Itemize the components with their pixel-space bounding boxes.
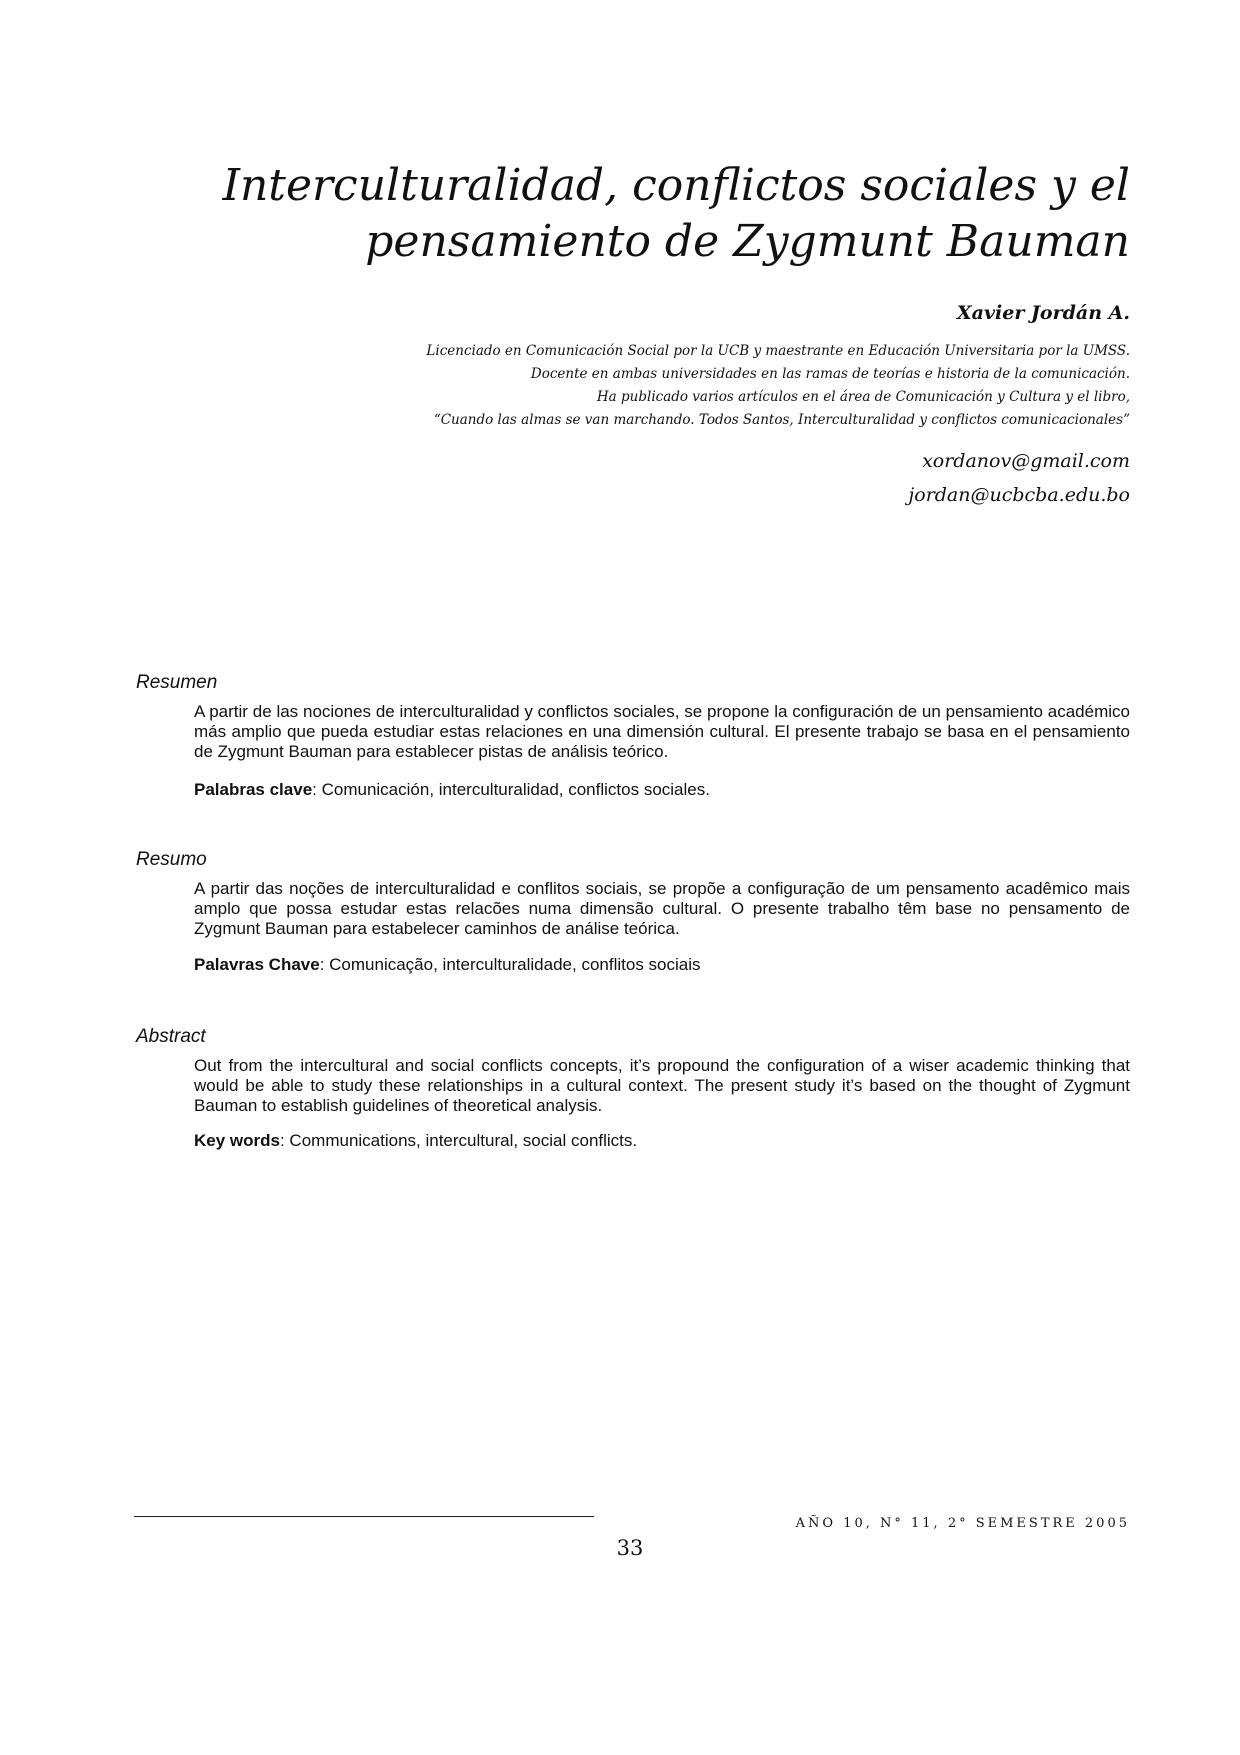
- footer-divider: [134, 1516, 594, 1517]
- abstract-keywords-label: Key words: [194, 1131, 280, 1150]
- bio-line: Ha publicado varios artículos en el área de Comunicación y Cultura y el libro,: [596, 389, 1130, 405]
- article-title: [130, 158, 1130, 270]
- author-name: Xavier Jordán A.: [956, 302, 1130, 324]
- resumo-keywords: [194, 955, 1130, 975]
- author-emails: [908, 444, 1130, 512]
- abstract-keywords: [194, 1131, 1130, 1151]
- resumo-heading: Resumo: [136, 849, 207, 870]
- resumo-keywords-label: Palavras Chave: [194, 955, 320, 974]
- resumo-keywords-text: : Comunicação, interculturalidade, conflitos sociais: [319, 955, 701, 974]
- resumen-heading: Resumen: [136, 672, 218, 693]
- abstract-body: Out from the intercultural and social conflicts concepts, it’s propound the configuration of a wiser academic thinking that would be able to study these relationships in a cultural context. The present study it’s based on the thought of Zygmunt Bauman to establish guidelines of theoretical analysis.: [194, 1056, 1130, 1115]
- resumen-keywords-text: : Comunicación, interculturalidad, conflictos sociales.: [312, 780, 710, 799]
- email-primary[interactable]: xordanov@gmail.com: [922, 450, 1130, 472]
- resumen-keywords: [194, 780, 1130, 800]
- bio-line: Licenciado en Comunicación Social por la UCB y maestrante en Educación Universitaria por la UMSS.: [426, 343, 1130, 359]
- abstract-heading: Abstract: [136, 1026, 206, 1047]
- resumen-keywords-label: Palabras clave: [194, 780, 313, 799]
- bio-line: “Cuando las almas se van marchando. Todos Santos, Interculturalidad y conflictos comunicacionales”: [433, 412, 1130, 428]
- issue-info: AÑO 10, N° 11, 2° SEMESTRE 2005: [795, 1516, 1130, 1531]
- abstract-keywords-text: : Communications, intercultural, social conflicts.: [279, 1131, 638, 1150]
- bio-line: Docente en ambas universidades en las ramas de teorías e historia de la comunicación.: [530, 366, 1130, 382]
- email-secondary[interactable]: jordan@ucbcba.edu.bo: [908, 484, 1130, 506]
- page-number: 33: [616, 1536, 644, 1560]
- resumen-body: A partir de las nociones de interculturalidad y conflictos sociales, se propone la configuración de un pensamiento académico más amplio que pueda estudiar estas relaciones en una dimensión cultural. El presente trabajo se basa en el pensamiento de Zygmunt Bauman para establecer pistas de análisis teórico.: [194, 702, 1130, 761]
- article-title-line-1: Interculturalidad, conflictos sociales y el: [222, 160, 1130, 211]
- article-title-line-2: pensamiento de Zygmunt Bauman: [365, 216, 1130, 267]
- resumo-body: A partir das noções de interculturalidad e conflitos sociais, se propõe a configuração de um pensamento acadêmico mais amplo que possa estudar estas relacões numa dimensão cultural. O presente trabalho têm base no pensamento de Zygmunt Bauman para estabelecer caminhos de análise teórica.: [194, 879, 1130, 938]
- author-bio: [230, 340, 1130, 432]
